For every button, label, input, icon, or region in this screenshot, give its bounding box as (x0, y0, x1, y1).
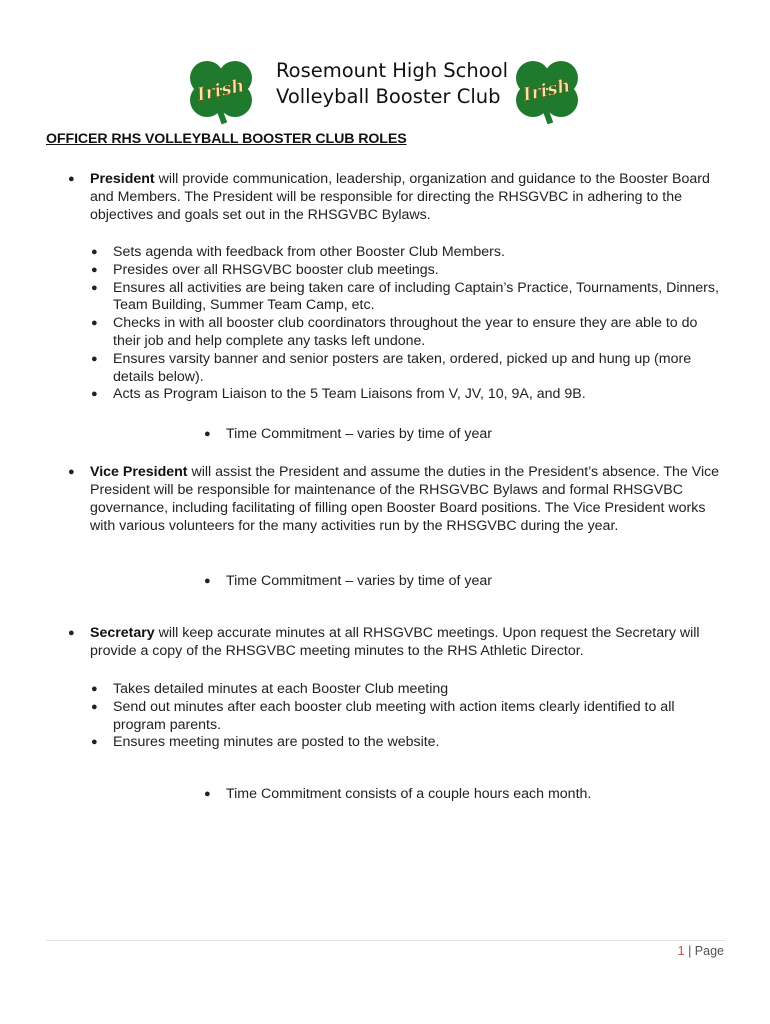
page-number-footer (678, 944, 724, 958)
footer-divider (46, 940, 726, 941)
bullet: ● (91, 700, 98, 713)
secretary-role-name: Secretary (90, 625, 155, 641)
document-header (0, 52, 770, 132)
president-item (68, 170, 730, 224)
header-title-line1: Rosemount High School (276, 59, 509, 82)
bullet: ● (91, 317, 98, 330)
page-separator: | (684, 944, 695, 958)
duty-text: Takes detailed minutes at each Booster Club meeting (113, 681, 449, 697)
bullet: ● (91, 281, 98, 294)
president-time-commitment (204, 425, 492, 443)
bullet: ● (204, 788, 211, 800)
duty-text: Checks in with all booster club coordinators throughout the year to ensure they are able to do their job and help complete any tasks left undone. (113, 315, 698, 349)
section-heading: OFFICER RHS VOLLEYBALL BOOSTER CLUB ROLES (46, 131, 407, 147)
president-duties-list (91, 244, 723, 404)
time-commitment-text: Time Commitment – varies by time of year (226, 573, 492, 589)
bullet: ● (91, 683, 98, 695)
duty-text: Ensures meeting minutes are posted to the website. (113, 734, 440, 751)
shamrock-logo-left (183, 56, 259, 126)
svg-text:Irish: Irish (521, 75, 573, 106)
bullet: ● (68, 627, 75, 639)
list-item (91, 681, 723, 699)
vice-president-item (68, 463, 730, 535)
duty-text: Sets agenda with feedback from other Booster Club Members. (113, 244, 505, 260)
president-description: will provide communication, leadership, organization and guidance to the Booster Board and Members. The President will be responsible for directing the RHSGVBC in adhering to the objectives and goals set out in the RHSGVBC Bylaws. (90, 171, 710, 223)
bullet: ● (204, 428, 211, 440)
secretary-item (68, 624, 730, 660)
bullet: ● (68, 173, 75, 185)
bullet: ● (91, 263, 98, 276)
secretary-description: will keep accurate minutes at all RHSGVBC meetings. Upon request the Secretary will provide a copy of the RHSGVBC meeting minutes to the RHS Athletic Director. (90, 625, 700, 659)
list-item (91, 350, 723, 387)
shamrock-logo-right (509, 56, 585, 126)
list-item (91, 244, 723, 262)
bullet: ● (204, 575, 211, 587)
list-item (91, 261, 723, 280)
time-commitment-text: Time Commitment consists of a couple hours each month. (226, 786, 592, 802)
list-item (91, 734, 723, 752)
bullet: ● (68, 466, 75, 478)
time-commitment-text: Time Commitment – varies by time of year (226, 426, 492, 442)
secretary-time-commitment (204, 785, 592, 803)
list-item (91, 386, 723, 404)
secretary-duties-list (91, 681, 723, 752)
page-label: Page (694, 944, 724, 958)
bullet: ● (91, 352, 98, 365)
bullet: ● (91, 736, 98, 749)
duty-text: Send out minutes after each booster club meeting with action items clearly identified to all program parents. (113, 698, 675, 733)
duty-text: Acts as Program Liaison to the 5 Team Liaisons from V, JV, 10, 9A, and 9B. (113, 386, 586, 403)
duty-text: Ensures all activities are being taken care of including Captain’s Practice, Tournaments, Dinners, Team Building, Summer Team Camp, etc. (113, 279, 719, 314)
list-item (91, 698, 723, 735)
svg-text:Irish: Irish (195, 75, 247, 106)
page-number: 1 (677, 944, 685, 958)
vice-president-time-commitment (204, 572, 492, 590)
header-title (276, 58, 508, 110)
duty-text: Ensures varsity banner and senior posters are taken, ordered, picked up and hung up (more details below). (113, 350, 692, 385)
header-title-line2: Volleyball Booster Club (276, 85, 501, 108)
bullet: ● (91, 388, 98, 401)
bullet: ● (91, 246, 98, 258)
vice-president-role-name: Vice President (90, 464, 188, 480)
list-item (91, 279, 723, 316)
list-item (91, 315, 723, 351)
president-role-name: President (90, 171, 155, 187)
duty-text: Presides over all RHSGVBC booster club meetings. (113, 261, 439, 278)
vice-president-description: will assist the President and assume the duties in the President’s absence. The Vice President will be responsible for maintenance of the RHSGVBC Bylaws and formal RHSGVBC governance, including facilitating of filling open Booster Board positions. The Vice President works with various volunteers for the many activities run by the RHSGVBC during the year. (90, 464, 720, 534)
